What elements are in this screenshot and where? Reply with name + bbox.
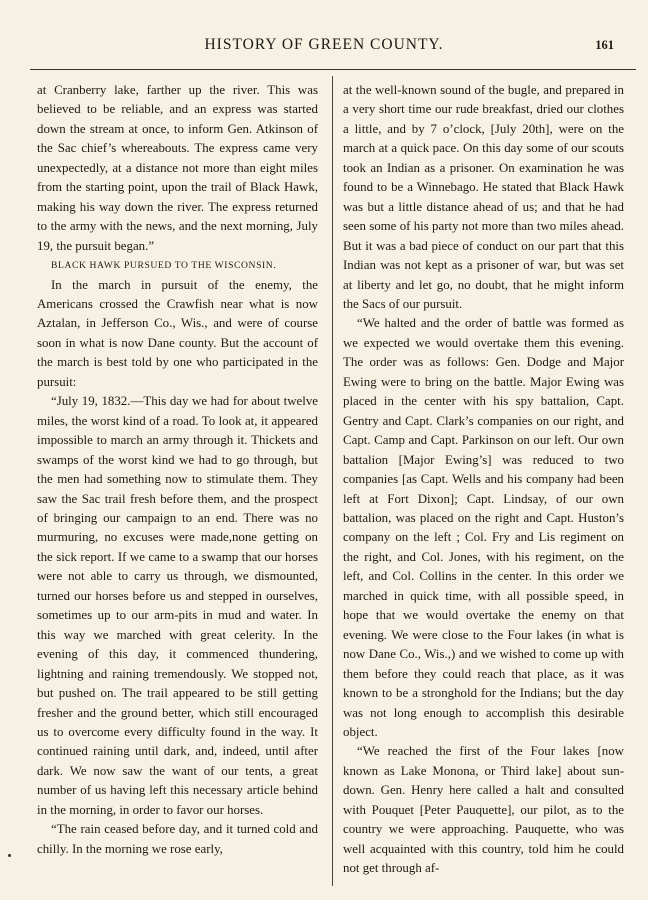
paragraph: In the march in pursuit of the enemy, the Americans crossed the Crawfish near what is now Aztalan, in Jefferson Co., Wis., and were of course soon in what is now Dane county. But the account of the march is best told by one who participated in the pursuit: (37, 277, 318, 389)
paragraph: “The rain ceased before day, and it turned cold and chilly. In the morning we rose early, (37, 822, 318, 856)
paragraph: “July 19, 1832.—This day we had for about twelve miles, the worst kind of a road. To look at, it appeared impossible to march an army through it. Thickets and swamps of the worst kind we had to go through, but the men had something now to stimulate them. They saw the Sac trail fresh before them, and the prospect of bringing our campaign to an end. There was no murmuring, no excuses were made,none getting on the sick report. If we came to a swamp that our horses were not able to carry us through, we dismounted, turned our horses before us and stepped in ourselves, sometimes up to our arm-pits in mud and water. In this way we marched with great celerity. In the evening of this day, it commenced thundering, lightning and raining tremendously. We stopped not, but pushed on. The trail appeared to be still getting fresher and the ground better, which still encouraged us to overcome every difficulty found in the way. It continued raining until dark, and, indeed, until after dark. We now saw the want of our tents, a great number of us having left this necessary article behind in the morning, in order to favor our horses. (37, 394, 318, 817)
paragraph: “We reached the first of the Four lakes [now known as Lake Monona, or Third lake] about sun-down. Gen. Henry here called a halt and consulted with Pouquet [Peter Pauquette], our pilot, as to the country we were approaching. Pauquette, who was well acquainted with this country, told him he could not get through af- (343, 744, 624, 876)
paragraph: at Cranberry lake, farther up the river. This was believed to be reliable, and an express was started down the stream at once, to inform Gen. Atkinson of the Sac chief’s whereabouts. The express came very unexpectedly, at a distance not more than eight miles from the starting point, upon the trail of Black Hawk, making his way down the river. The express returned to the army with the news, and the next morning, July 19, the pursuit began.” (37, 83, 318, 253)
page-header (0, 36, 648, 58)
header-rule (30, 69, 636, 70)
right-column (343, 81, 624, 881)
paragraph: “We halted and the order of battle was formed as we expected we would overtake them this evening. The order was as follows: Gen. Dodge and Major Ewing were to bring on the battle. Major Ewing was placed in the center with his spy battalion, Capt. Gentry and Capt. Clark’s companies on our right, and Capt. Camp and Capt. Parkinson on our left. Our own battalion [Major Ewing’s] was reduced to two companies [as Capt. Wells and his company had been left at Fort Dixon]; Capt. Lindsay, of our own battalion, was placed on the right and Capt. Huston’s company on the left ; Col. Fry and Lis regiment on the right, and Col. Jones, with his regiment, on the left, and Col. Collins in the center. In this order we marched in quick time, with all possible speed, in hope that we would overtake the enemy on that evening. We were close to the Four lakes (in what is now Dane Co., Wis.,) and we wished to come up with them before they could reach that place, as it was known to be a stronghold for the Indians; but the day was not long enough to accomplish this desirable object. (343, 316, 624, 739)
ink-speck (8, 854, 11, 857)
column-divider (332, 76, 333, 886)
left-column (37, 81, 318, 881)
page-number: 161 (595, 38, 614, 52)
running-title: HISTORY OF GREEN COUNTY. (204, 36, 444, 53)
paragraph: at the well-known sound of the bugle, and prepared in a very short time our rude breakfast, dried our clothes a little, and by 7 o’clock, [July 20th], were on the march at a quick pace. On this day some of our scouts took an Indian as a prisoner. On examination he was found to be a Winnebago. He stated that Black Hawk was but a little distance ahead of us; and that he had seen some of his party not more than two miles ahead. But it was a bad piece of conduct on our part that this Indian was not kept as a prisoner of war, but was set at liberty and let go, no doubt, that he might inform the Sacs of our pursuit. (343, 83, 624, 311)
section-heading: BLACK HAWK PURSUED TO THE WISCONSIN. (51, 260, 277, 272)
